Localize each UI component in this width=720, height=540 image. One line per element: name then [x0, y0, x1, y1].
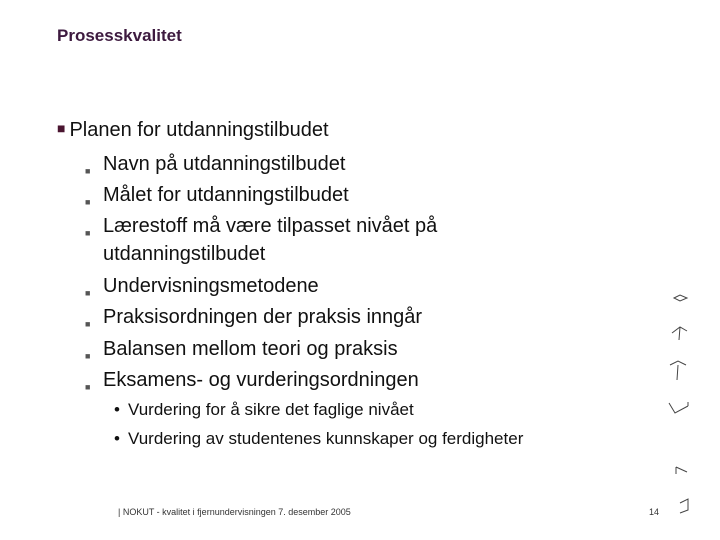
square-bullet-icon: ■ — [85, 288, 91, 298]
square-bullet-icon: ■ — [85, 166, 91, 176]
main-bullet-text: Planen for utdanningstilbudet — [69, 119, 329, 141]
decorative-shapes-icon — [660, 285, 700, 520]
sub-bullet-text: Lærestoff må være tilpasset nivået på — [103, 215, 438, 237]
main-bullet — [57, 119, 329, 142]
square-bullet-icon: ■ — [85, 382, 91, 392]
sub-bullet-text: Eksamens- og vurderingsordningen — [103, 369, 419, 391]
dot-bullet-icon: • — [114, 400, 120, 419]
dot-bullet-icon: • — [114, 429, 120, 448]
square-bullet-icon: ■ — [57, 120, 66, 136]
square-bullet-icon: ■ — [85, 197, 91, 207]
sub-bullet-text: Undervisningsmetodene — [103, 275, 319, 297]
sub-sub-bullet — [114, 400, 414, 420]
sub-sub-bullet-text: Vurdering for å sikre det faglige nivået — [128, 400, 414, 419]
sub-sub-bullet-text: Vurdering av studentenes kunnskaper og ferdigheter — [128, 429, 524, 448]
square-bullet-icon: ■ — [85, 351, 91, 361]
sub-bullet-text: Målet for utdanningstilbudet — [103, 184, 349, 206]
sub-sub-bullet — [114, 429, 523, 449]
sub-bullet-text: utdanningstilbudet — [103, 243, 266, 265]
square-bullet-icon: ■ — [85, 319, 91, 329]
footer-text: | NOKUT - kvalitet i fjernundervisningen 7. desember 2005 — [118, 507, 351, 517]
page-number: 14 — [649, 507, 660, 517]
sub-bullet-text: Balansen mellom teori og praksis — [103, 338, 398, 360]
slide-title: Prosesskvalitet — [57, 26, 182, 45]
sub-bullet-text: Navn på utdanningstilbudet — [103, 153, 346, 175]
square-bullet-icon: ■ — [85, 228, 91, 238]
sub-bullet-text: Praksisordningen der praksis inngår — [103, 306, 423, 328]
